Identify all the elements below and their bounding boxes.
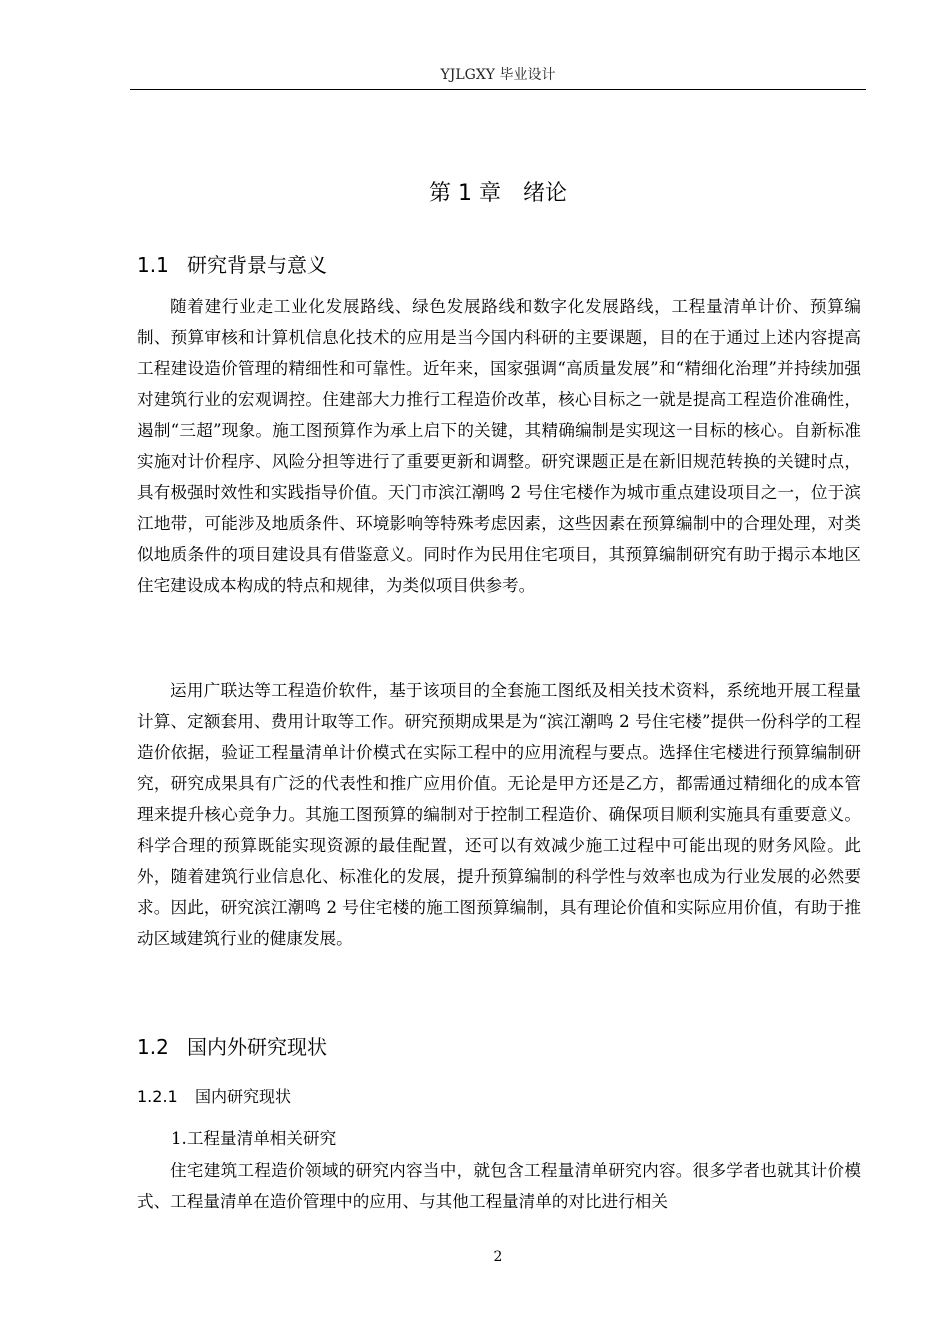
section-title: 国内外研究现状 [187, 1035, 327, 1059]
body-paragraph: 运用广联达等工程造价软件，基于该项目的全套施工图纸及相关技术资料，系统地开展工程量计算、定额套用、费用计取等工作。研究预期成果是为“滨江潮鸣 2 号住宅楼”提供一份科学的工程造价依据，验证工程量清单计价模式在实际工程中的应用流程与要点。选择住宅楼进行预算编制研究，研究成果具有广泛的代表性和推广应用价值。无论是甲方还是乙方，都需通过精细化的成本管理来提升核心竞争力。其施工图预算的编制对于控制工程造价、确保项目顺利实施具有重要意义。科学合理的预算既能实现资源的最佳配置，还可以有效减少施工过程中可能出现的财务风险。此外，随着建筑行业信息化、标准化的发展，提升预算编制的科学性与效率也成为行业发展的必然要求。因此，研究滨江潮鸣 2 号住宅楼的施工图预算编制，具有理论价值和实际应用价值，有助于推动区域建筑行业的健康发展。 [137, 681, 861, 948]
page-number: 2 [493, 1249, 503, 1265]
body-paragraph: 随着建行业走工业化发展路线、绿色发展路线和数字化发展路线，工程量清单计价、预算编制、预算审核和计算机信息化技术的应用是当今国内科研的主要课题，目的在于通过上述内容提高工程建设造价管理的精细性和可靠性。近年来，国家强调“高质量发展”和“精细化治理”并持续加强对建筑行业的宏观调控。住建部大力推行工程造价改革，核心目标之一就是提高工程造价准确性，遏制“三超”现象。施工图预算作为承上启下的关键，其精确编制是实现这一目标的核心。自新标准实施对计价程序、风险分担等进行了重要更新和调整。研究课题正是在新旧规范转换的关键时点，具有极强时效性和实践指导价值。天门市滨江潮鸣 2 号住宅楼作为城市重点建设项目之一，位于滨江地带，可能涉及地质条件、环境影响等特殊考虑因素，这些因素在预算编制中的合理处理，对类似地质条件的项目建设具有借鉴意义。同时作为民用住宅项目，其预算编制研究有助于揭示本地区住宅建设成本构成的特点和规律，为类似项目供参考。 [137, 297, 861, 595]
chapter-title [130, 178, 866, 210]
subsection-title: 国内研究现状 [195, 1087, 292, 1106]
header-rule [130, 89, 866, 90]
chapter-name: 绪论 [522, 181, 567, 206]
section-heading-1-2 [137, 1033, 327, 1061]
subsection-number: 1.2.1 [137, 1087, 178, 1106]
chapter-number: 第 1 章 [429, 181, 501, 206]
section-number: 1.2 [137, 1035, 169, 1059]
section-number: 1.1 [137, 253, 169, 277]
body-paragraph: 住宅建筑工程造价领域的研究内容当中，就包含工程量清单研究内容。很多学者也就其计价模式、工程量清单在造价管理中的应用、与其他工程量清单的对比进行相关 [137, 1161, 861, 1211]
section-heading-1-1 [137, 251, 327, 279]
item-title: 1.工程量清单相关研究 [171, 1129, 337, 1148]
running-header: YJLGXY 毕业设计 [440, 67, 556, 83]
subsection-heading-1-2-1 [137, 1085, 291, 1109]
section-title: 研究背景与意义 [187, 253, 327, 277]
